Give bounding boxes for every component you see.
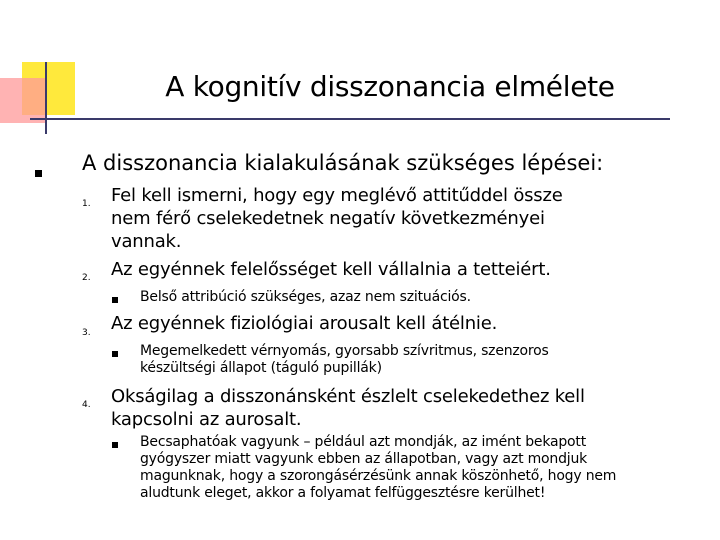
bullet-square-icon: [35, 170, 42, 177]
decor-red-square: [0, 78, 45, 123]
step-3-line-1: Az egyénnek fiziológiai arousalt kell átélnie.: [111, 313, 498, 334]
step-number: 4.: [82, 400, 91, 410]
step-4-line-1: Okságilag a disszonánsként észlelt cselekedethez kell: [111, 386, 585, 407]
step-2-line-1: Az egyénnek felelősséget kell vállalnia a tetteiért.: [111, 259, 551, 280]
step-2-sub-1: Belső attribúció szükséges, azaz nem szituációs.: [140, 289, 471, 305]
step-3-sub-2: készültségi állapot (táguló pupillák): [140, 360, 382, 376]
step-4-sub-2: gyógyszer miatt vagyunk ebben az állapotban, vagy azt mondjuk: [140, 451, 588, 467]
step-4-sub-4: aludtunk eleget, akkor a folyamat felfüggesztésre kerülhet!: [140, 485, 546, 501]
step-1-line-3: vannak.: [111, 231, 182, 252]
step-4-sub-3: magunknak, hogy a szorongásérzésünk annak köszönhető, hogy nem: [140, 468, 617, 484]
step-number: 2.: [82, 273, 91, 283]
sub-bullet-square-icon: [112, 442, 118, 448]
decor-vertical-line: [45, 62, 47, 134]
step-4-sub-1: Becsaphatóak vagyunk – például azt mondják, az imént bekapott: [140, 434, 586, 450]
step-4-line-2: kapcsolni az aurosalt.: [111, 409, 302, 430]
sub-bullet-square-icon: [112, 297, 118, 303]
step-1-line-1: Fel kell ismerni, hogy egy meglévő attitűddel össze: [111, 185, 563, 206]
slide-title: A kognitív disszonancia elmélete: [165, 70, 615, 103]
step-3-sub-1: Megemelkedett vérnyomás, gyorsabb szívritmus, szenzoros: [140, 343, 549, 359]
title-underline: [30, 118, 670, 120]
sub-bullet-square-icon: [112, 351, 118, 357]
step-number: 3.: [82, 328, 91, 338]
main-bullet-text: A disszonancia kialakulásának szükséges lépései:: [82, 151, 604, 175]
step-1-line-2: nem férő cselekedetnek negatív következményei: [111, 208, 545, 229]
step-number: 1.: [82, 199, 91, 209]
